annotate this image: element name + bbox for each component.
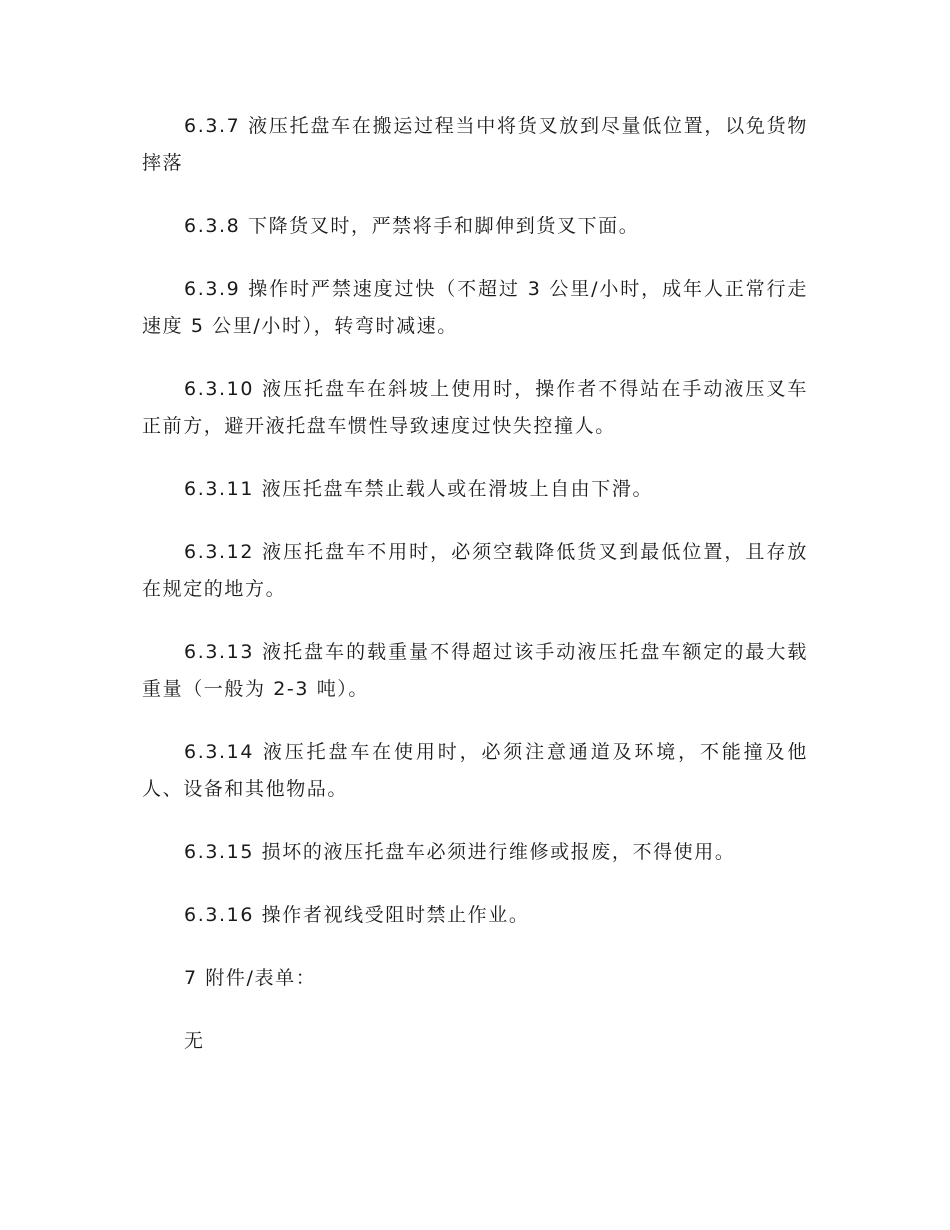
clause-6-3-14: 6.3.14 液压托盘车在使用时，必须注意通道及环境，不能撞及他人、设备和其他物品。 (142, 741, 808, 800)
document-body (142, 108, 808, 1086)
attachment-none-text: 无 (184, 1030, 205, 1052)
clause-6-3-9: 6.3.9 操作时严禁速度过快（不超过 3 公里/小时，成年人正常行走速度 5 公里/小时），转弯时减速。 (142, 278, 808, 337)
clause-6-3-8: 6.3.8 下降货叉时，严禁将手和脚伸到货叉下面。 (184, 215, 640, 237)
clause-6-3-15: 6.3.15 损坏的液压托盘车必须进行维修或报废，不得使用。 (184, 841, 736, 863)
section-7-heading: 7 附件/表单： (184, 967, 317, 989)
clause-6-3-7: 6.3.7 液压托盘车在搬运过程当中将货叉放到尽量低位置，以免货物摔落 (142, 115, 808, 174)
clause-6-3-13: 6.3.13 液托盘车的载重量不得超过该手动液压托盘车额定的最大载重量（一般为 2-3 吨）。 (142, 641, 808, 700)
clause-6-3-16: 6.3.16 操作者视线受阻时禁止作业。 (184, 904, 530, 926)
clause-6-3-11: 6.3.11 液压托盘车禁止载人或在滑坡上自由下滑。 (184, 478, 654, 500)
clause-6-3-10: 6.3.10 液压托盘车在斜坡上使用时，操作者不得站在手动液压叉车正前方，避开液托盘车惯性导致速度过快失控撞人。 (142, 378, 808, 437)
clause-6-3-12: 6.3.12 液压托盘车不用时，必须空载降低货叉到最低位置，且存放在规定的地方。 (142, 541, 808, 600)
